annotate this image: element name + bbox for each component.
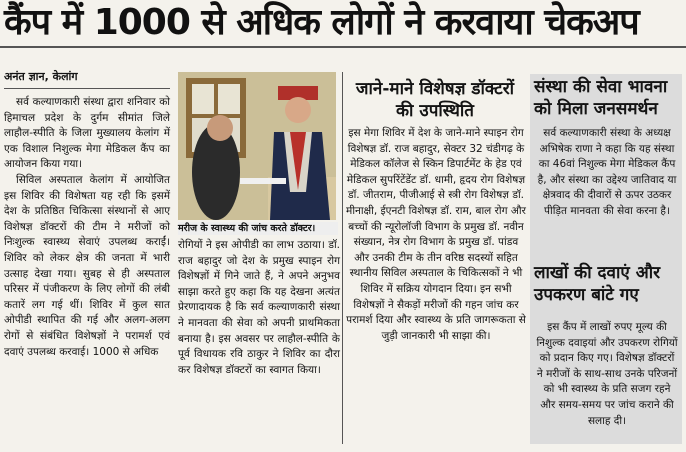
column-1 [4,95,170,360]
sidebar-heading-medicines: लाखों की दवाएं और उपकरण बांटे गए [534,263,661,305]
headline-rule [0,46,686,48]
paragraph: सर्व कल्याणकारी संस्था द्वारा शनिवार को हिमाचल प्रदेश के दुर्गम सीमांत जिले लाहौल-स्पीति के जिला मुख्यालय केलांग में एक विशाल निशुल्क मेगा मेडिकल कैंप का आयोजन किया गया। [4,96,170,171]
paragraph: सिविल अस्पताल केलांग में आयोजित इस शिविर की विशेषता यह रही कि इसमें देश के प्रतिष्ठित चिकित्सा संस्थानों से आए विशेषज्ञ डॉक्टरों की टीम ने मरीजों को निःशुल्क स्वास्थ्य सेवाएं उपलब्ध कराईं। शिविर को लेकर क्षेत्र की जनता में भारी उत्साह देखा गया। सुबह से ही अस्पताल परिसर में पंजीकरण के लिए लोगों की लंबी कतारें लग गई थीं। शिविर में कुल सात ओपीडी स्थापित की गई और अलग-अलग रोगों से संबंधित विशेषज्ञों ने परामर्श एवं दवाएं उपलब्ध करवाई। 1000 से अधिक [4,173,170,358]
paragraph: रोगियों ने इस ओपीडी का लाभ उठाया। डॉ. राज बहादुर जो देश के प्रमुख स्पाइन रोग विशेषज्ञों में गिने जाते हैं, ने अपने अनुभव साझा करते हुए कहा कि यह देखना अत्यंत प्रेरणादायक है कि सर्व कल्याणकारी संस्था ने मानवता की सेवा को अपनी प्राथमिकता बनाया है। इस अवसर पर लाहौल-स्पीति के पूर्व विधायक रवि ठाकुर ने शिविर का दौरा कर विशेषज्ञ डॉक्टरों का स्वागत किया। [178,239,340,376]
column-2 [178,238,340,378]
sidebar-paragraph-1 [536,126,678,220]
byline: अनंत ज्ञान, केलांग [4,70,78,83]
photo-illustration [178,72,336,220]
column-divider [342,72,343,444]
byline-rule [4,88,170,89]
doctor-patient-photo [178,72,336,220]
headline: कैंप में 1000 से अधिक लोगों ने करवाया चेकअप [4,2,639,43]
paragraph: सर्व कल्याणकारी संस्था के अध्यक्ष अभिषेक राणा ने कहा कि यह संस्था का 46वां निशुल्क मेगा मेडिकल कैंप है, और संस्था का उद्देश्य जातिवाद या क्षेत्रवाद की दीवारों से ऊपर उठकर पीड़ित मानवता की सेवा करना है। [537,127,677,217]
sidebar-heading-support: संस्था की सेवा भावना को मिला जनसमर्थन [534,77,668,119]
paragraph: इस मेगा शिविर में देश के जाने-माने स्पाइन रोग विशेषज्ञ डॉ. राज बहादुर, सेक्टर 32 चंडीगढ़ के मेडिकल कॉलेज से स्किन डिपार्टमेंट के हेड एवं मेडिकल सुपरिंटेंडेंट डॉ. धामी, हृदय रोग विशेषज्ञ डॉ. जीतराम, पीजीआई से स्त्री रोग विशेषज्ञ डॉ. मीनाक्षी, ईएनटी विशेषज्ञ डॉ. राम, बाल रोग और बच्चों की न्यूरोलॉजी विभाग के प्रमुख डॉ. नवीन संख्यान, नेत्र रोग विभाग के प्रमुख डॉ. पांडव और उनकी टीम के तीन वरिष्ठ सदस्यों सहित स्थानीय सिविल अस्पताल के चिकित्सकों ने भी शिविर में सक्रिय योगदान दिया। इन सभी विशेषज्ञों ने सैकड़ों मरीजों की गहन जांच कर परामर्श दिया और स्वास्थ्य के प्रति जागरूकता से जुड़ी जानकारी भी साझा की। [346,127,526,342]
photo-caption: मरीज के स्वास्थ्य की जांच करते डॉक्टर। [178,222,338,235]
column-3 [346,126,526,344]
sidebar-paragraph-2 [536,320,678,429]
paragraph: इस कैंप में लाखों रुपए मूल्य की निशुल्क दवाइयां और उपकरण रोगियों को प्रदान किए गए। विशेषज्ञ डॉक्टरों ने मरीजों के साथ-साथ उनके परिजनों को भी स्वास्थ्य के प्रति सजग रहने और समय-समय पर जांच कराने की सलाह दी। [536,321,678,427]
subheading-experts: जाने-माने विशेषज्ञ डॉक्टरों की उपस्थिति [355,79,515,121]
